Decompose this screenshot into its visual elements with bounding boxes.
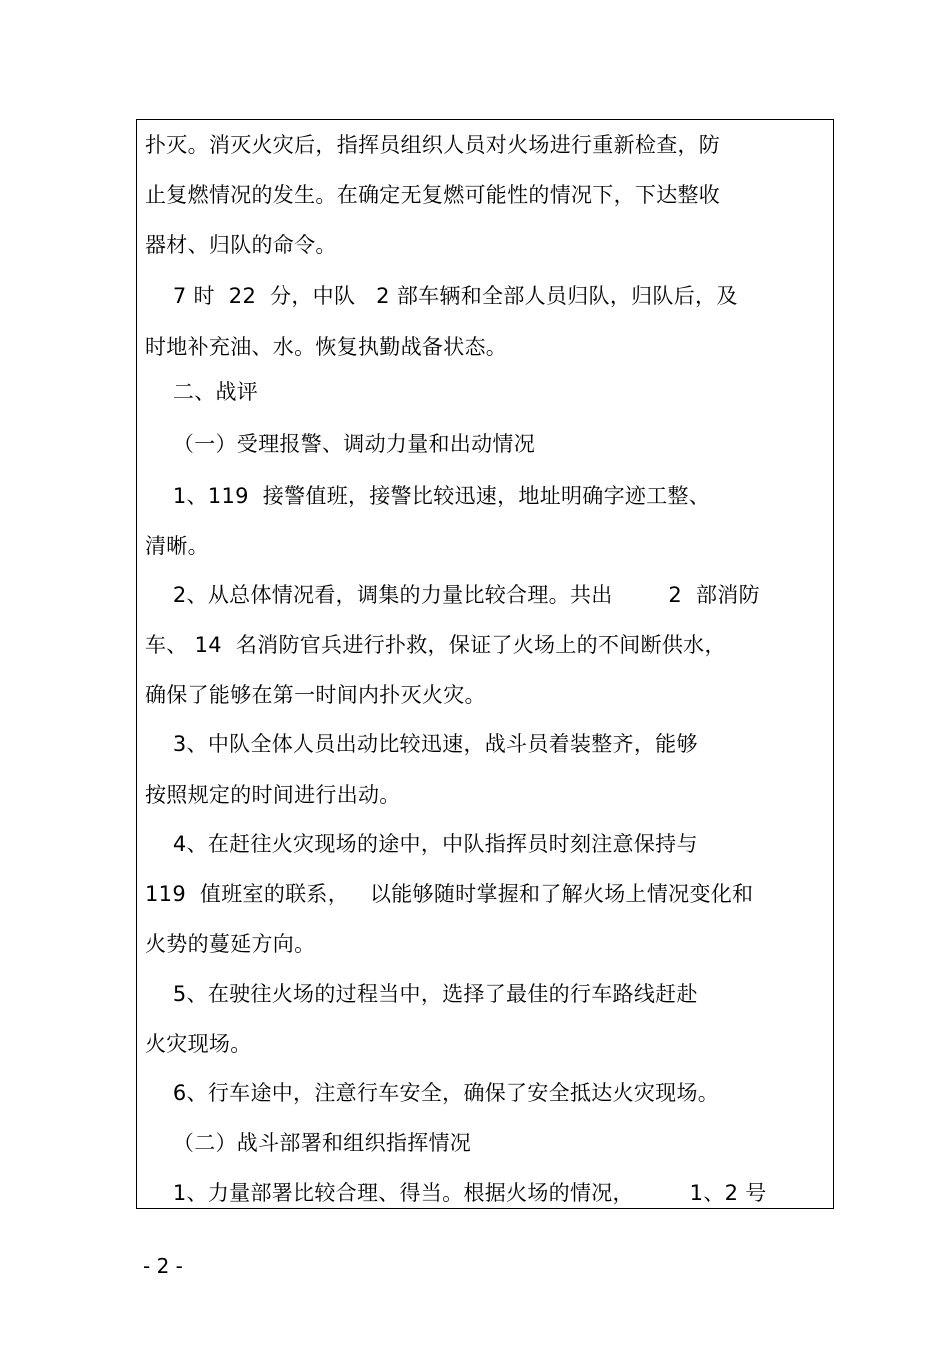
section-heading: 二、战评: [145, 380, 259, 404]
subsection-heading: （一）受理报警、调动力量和出动情况: [145, 432, 535, 456]
text-line: 7 时 22 分，中队 2 部车辆和全部人员归队，归队后，及: [145, 284, 738, 308]
text-line: 119 值班室的联系， 以能够随时掌握和了解火场上情况变化和: [145, 882, 754, 906]
text-line: 4、在赶往火灾现场的途中，中队指挥员时刻注意保持与: [145, 832, 698, 856]
page-number: - 2 -: [143, 1254, 183, 1278]
text-line: 车、 14 名消防官兵进行扑救，保证了火场上的不间断供水，: [145, 633, 726, 657]
text-line: 6、行车途中，注意行车安全，确保了安全抵达火灾现场。: [145, 1081, 720, 1105]
subsection-heading: （二）战斗部署和组织指挥情况: [145, 1131, 472, 1155]
text-line: 火势的蔓延方向。: [145, 932, 316, 956]
text-line: 器材、归队的命令。: [145, 233, 337, 257]
text-line: 1、力量部署比较合理、得当。根据火场的情况， 1、2 号: [145, 1181, 767, 1205]
text-line: 清晰。: [145, 534, 209, 558]
text-line: 扑灭。消灭火灾后，指挥员组织人员对火场进行重新检查，防: [145, 133, 721, 157]
text-line: 时地补充油、水。恢复执勤战备状态。: [145, 335, 508, 359]
text-line: 1、119 接警值班，接警比较迅速，地址明确字迹工整、: [145, 484, 711, 508]
text-line: 3、中队全体人员出动比较迅速，战斗员着装整齐，能够: [145, 732, 698, 756]
text-line: 2、从总体情况看，调集的力量比较合理。共出 2 部消防: [145, 583, 760, 607]
text-line: 确保了能够在第一时间内扑灭火灾。: [145, 683, 486, 707]
text-line: 止复燃情况的发生。在确定无复燃可能性的情况下，下达整收: [145, 183, 721, 207]
text-line: 火灾现场。: [145, 1032, 252, 1056]
text-line: 按照规定的时间进行出动。: [145, 783, 401, 807]
text-line: 5、在驶往火场的过程当中，选择了最佳的行车路线赶赴: [145, 982, 698, 1006]
